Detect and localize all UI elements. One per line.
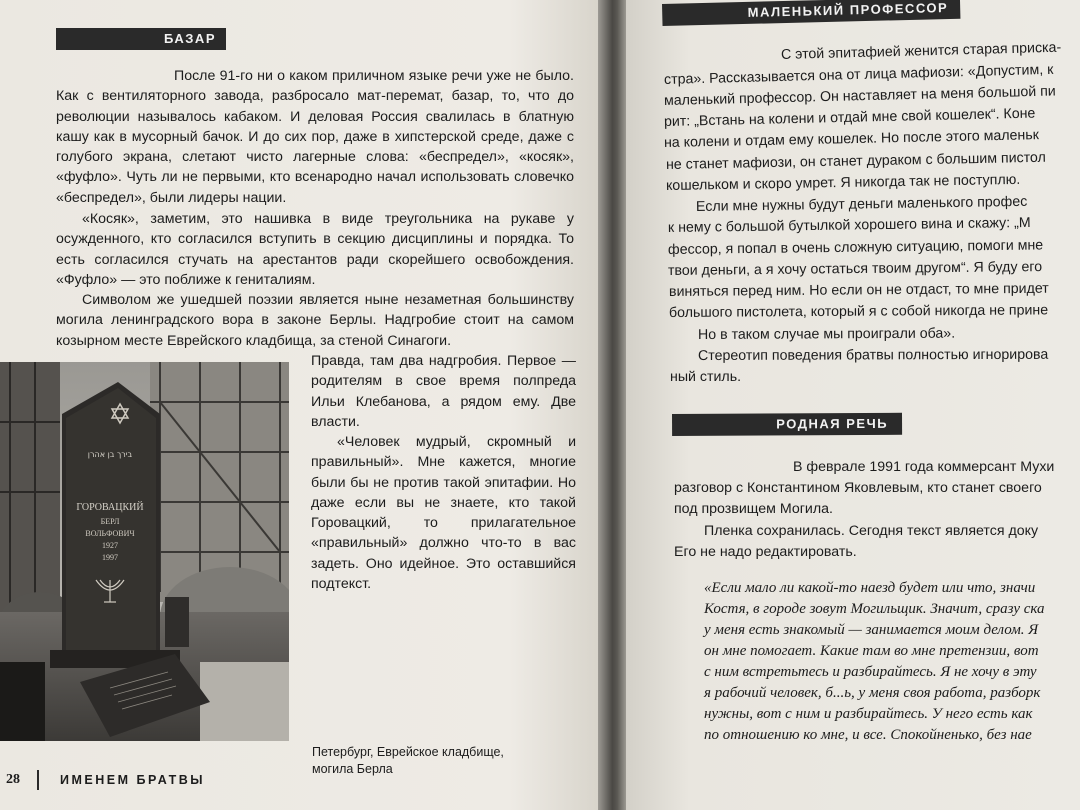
text-line: кошельком и скоро умрет. Я никогда так не поступлю. — [665, 171, 1021, 194]
headstone-first-name: БЕРЛ — [100, 517, 120, 526]
text-line: не станет мафиози, он станет дураком с большим пистол — [665, 149, 1047, 173]
text-line: виняться перед ним. Но если он не отдаст, то мне придет — [668, 280, 1049, 300]
footer-separator — [37, 770, 39, 790]
text-line: С этой эпитафией женится старая приска- — [780, 39, 1062, 63]
headstone-photo — [0, 362, 289, 741]
right-text-block-2 — [626, 0, 1080, 600]
section-heading-rodnaya-rech: РОДНАЯ РЕЧЬ — [672, 413, 902, 436]
page-number: 28 — [6, 772, 20, 787]
paragraph-5: «Человек мудрый, скромный и правильный». Мне кажется, многие были бы не против такой эпитафии. Но даже если вы не знаете, кто такой Горовацкий, то прилагательное «правильный» должно что-то в вас задеть. Оно идейное. Это оставшийся подтекст. — [311, 434, 576, 593]
paragraph-1: После 91-го ни о каком приличном языке речи уже не было. Как с вентиляторного завода, разбросало мат-перемат, базар, то, что до революции называлось кабаком. И деловая Россия свалилась в блатную кашу как в мусорный бачок. И до сих пор, даже в хипстерской среде, даже с голубого экрана, слетают чисто лагерные слова: «беспредел», «косяк», «фуфло». Чуть ли не первыми, кто всенародно начал использовать словечко «беспредел», были лидеры нации. — [56, 68, 574, 206]
book-title: ИМЕНЕМ БРАТВЫ — [60, 773, 206, 787]
section-heading-bazar: БАЗАР — [56, 28, 226, 50]
paragraph-4: Правда, там два надгробия. Первое — родителям в свое время полпреда Ильи Клебанова, а рядом ему. Две власти. — [311, 353, 576, 430]
headstone-name: ГОРОВАЦКИЙ — [76, 502, 144, 513]
quote-line: «Если мало ли какой-то наезд будет или что, значи — [704, 580, 1036, 596]
text-line: твои деньги, а я хочу остаться твоим другом“. Я буду его — [667, 259, 1043, 279]
quote-block — [704, 578, 1080, 746]
paragraph-3: Символом же ушедшей поэзии является ныне незаметная большинству могила ленинградского вора в законе Берлы. Надгробие стоит на самом козырном месте Еврейского кладбища, за стеной Синагоги. — [56, 292, 574, 349]
quote-line: я рабочий человек, б...ь, у меня своя работа, разборк — [704, 685, 1041, 701]
header-bar-malenkiy-professor: МАЛЕНЬКИЙ ПРОФЕССОР — [662, 0, 960, 26]
quote-line: с ним встретьтесь и разбирайтесь. Я не хочу в эту — [704, 664, 1037, 680]
right-page — [626, 0, 1080, 810]
text-line: Пленка сохранилась. Сегодня текст является доку — [704, 523, 1039, 539]
text-line: на колени и отдам ему кошелек. Но после этого маленьк — [663, 127, 1040, 151]
text-line: ный стиль. — [670, 369, 742, 385]
text-line: Если мне нужны будут деньги маленького профес — [695, 193, 1028, 215]
text-line: разговор с Константином Яковлевым, кто станет своего — [674, 480, 1042, 496]
headstone-year-2: 1997 — [102, 553, 118, 562]
quote-line: нужны, вот с ним и разбирайтесь. У него есть как — [704, 706, 1033, 722]
paragraph-2: «Косяк», заметим, это нашивка в виде треугольника на рукаве у осужденного, кто согласился вступить в секцию дисциплины и порядка. То есть согласился стучать на арестантов ради скорейшего освобождения. «Фуфло» — это поближе к гениталиям. — [56, 211, 574, 288]
text-line: Его не надо редактировать. — [674, 544, 857, 560]
headstone-hebrew-text: בירך בן אהרן — [87, 450, 133, 459]
text-line: к нему с большой бутылкой хорошего вина и скажу: „М — [667, 214, 1031, 236]
text-line: Стереотип поведения братвы полностью игнорирова — [697, 346, 1049, 364]
text-line: В феврале 1991 года коммерсант Мухи — [793, 459, 1055, 475]
headstone-photo-graphic — [0, 362, 289, 741]
headstone-patronymic: ВОЛЬФОВИЧ — [85, 529, 135, 538]
text-line: маленький профессор. Он наставляет на меня большой пи — [663, 83, 1056, 109]
text-line: под прозвищем Могила. — [674, 501, 833, 517]
headstone-year-1: 1927 — [102, 541, 118, 550]
text-line: фессор, я попал в очень сложную ситуацию, помоги мне — [667, 237, 1044, 258]
quote-line: Костя, в городе зовут Могильщик. Значит, сразу ска — [704, 601, 1045, 617]
photo-caption: Петербург, Еврейское кладбище, могила Берла — [312, 745, 504, 776]
quote-line: у меня есть знакомый — занимается моим делом. Я — [704, 622, 1039, 638]
text-line: рит: „Встань на колени и отдай мне свой кошелек“. Коне — [663, 105, 1036, 130]
text-line: большого пистолета, который я с собой никогда не прине — [668, 302, 1049, 321]
quote-line: по отношению ко мне, и все. Спокойненько, без нае — [704, 727, 1032, 743]
text-line: Но в таком случае мы проиграли оба». — [697, 325, 956, 343]
quote-line: он мне помогает. Какие там во мне претензии, вот — [704, 643, 1039, 659]
text-line: стра». Рассказывается она от лица мафиози: «Допустим, к — [663, 61, 1054, 88]
